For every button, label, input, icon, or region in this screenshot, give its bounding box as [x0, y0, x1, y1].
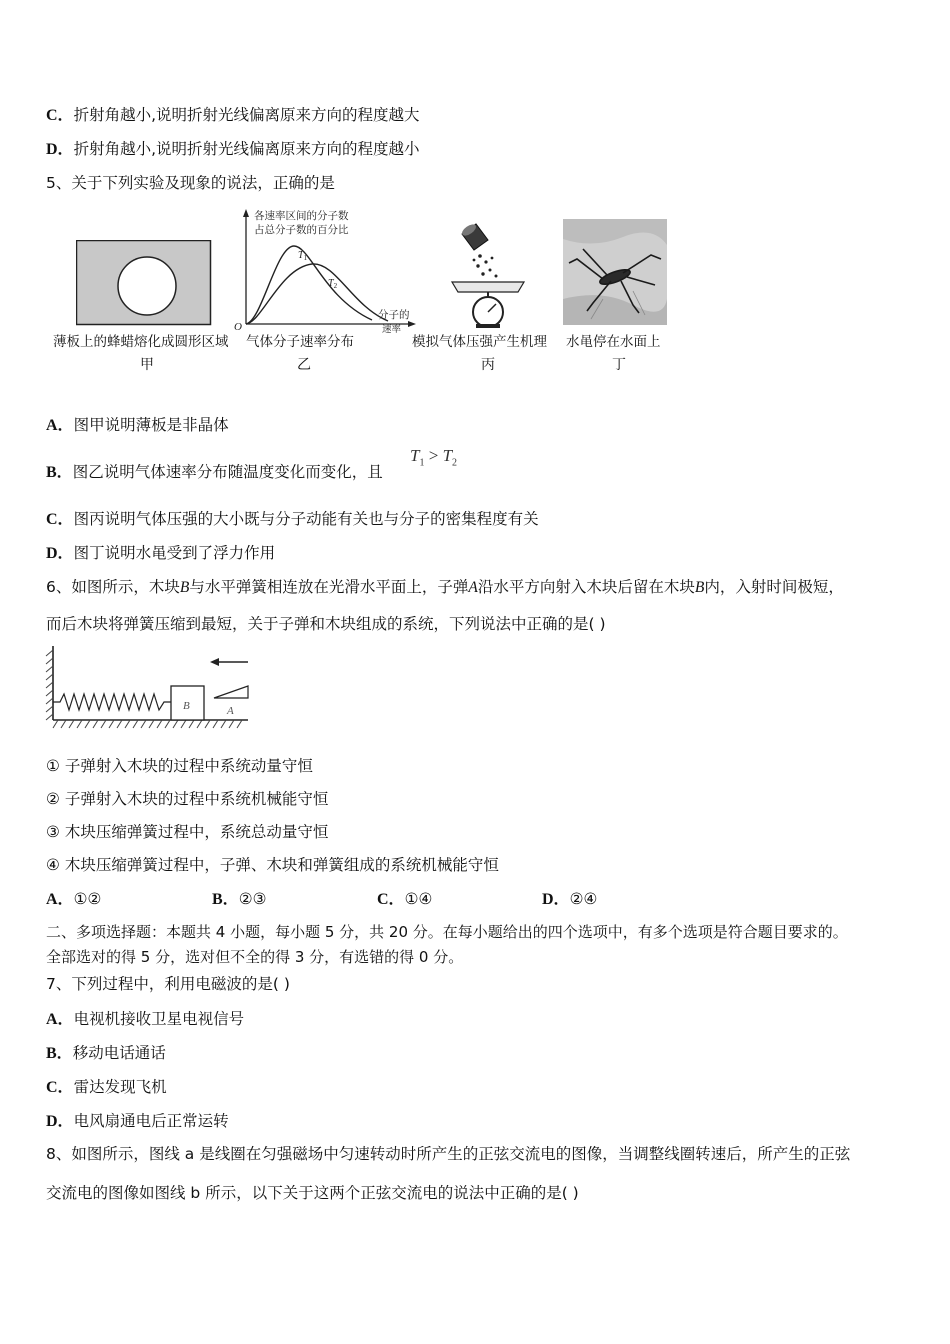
curve-t1 — [246, 246, 372, 324]
x-axis-label-2: 速率 — [382, 324, 402, 335]
q6-option-d: D．②④ — [542, 890, 598, 908]
figure-jia — [76, 240, 212, 326]
figure-jia-caption: 薄板上的蜂蜡熔化成圆形区域 — [53, 334, 229, 350]
origin-label: O — [234, 321, 242, 333]
q6-option-c: C．①④ — [377, 890, 433, 908]
q6-option-b: B．②③ — [212, 890, 267, 908]
figure-bing — [448, 220, 528, 328]
spring — [53, 694, 171, 710]
q8-stem-line1: 8、如图所示，图线 a 是线圈在匀强磁场中匀速转动时所产生的正弦交流电的图像，当调整线圈转速后，所产生的正弦 — [46, 1145, 851, 1163]
figure-ding-photo — [563, 219, 667, 325]
figure-bing-label: 丙 — [481, 357, 495, 373]
q6-stem-line1: 6、如图所示，木块B与水平弹簧相连放在光滑水平面上，子弹A沿水平方向射入木块后留在木块B内，入射时间极短， — [46, 578, 844, 596]
bean-pouring-cup-icon — [460, 222, 488, 250]
q6-statement-1: ① 子弹射入木块的过程中系统动量守恒 — [46, 757, 313, 775]
y-axis-arrow — [243, 209, 249, 217]
ground-hatch — [53, 720, 242, 728]
figure-q6-spring-block — [44, 642, 250, 732]
q7-option-c: C．雷达发现飞机 — [46, 1078, 167, 1096]
q5-option-c: C．图丙说明气体压强的大小既与分子动能有关也与分子的密集程度有关 — [46, 510, 539, 528]
wall-hatch — [46, 650, 53, 720]
curve-t2 — [246, 264, 388, 324]
figure-jia-label: 甲 — [140, 357, 154, 373]
figure-yi-caption: 气体分子速率分布 — [246, 334, 354, 350]
figure-yi-graph — [232, 206, 418, 336]
figure-bing-caption: 模拟气体压强产生机理 — [412, 334, 547, 350]
q6-option-a: A．①② — [46, 890, 102, 908]
q6-statement-3: ③ 木块压缩弹簧过程中，系统总动量守恒 — [46, 823, 329, 841]
figure-ding-label: 丁 — [612, 357, 626, 373]
q6-statement-2: ② 子弹射入木块的过程中系统机械能守恒 — [46, 790, 329, 808]
figure-yi-label: 乙 — [297, 357, 311, 373]
q5-option-d: D．图丁说明水黾受到了浮力作用 — [46, 544, 276, 562]
q6-statement-4: ④ 木块压缩弹簧过程中，子弹、木块和弹簧组成的系统机械能守恒 — [46, 856, 499, 874]
q7-option-a: A．电视机接收卫星电视信号 — [46, 1010, 245, 1028]
x-axis-arrow — [408, 321, 416, 327]
falling-beans — [473, 254, 498, 277]
q7-option-b: B．移动电话通话 — [46, 1044, 166, 1062]
q4-option-d: D．折射角越小,说明折射光线偏离原来方向的程度越小 — [46, 140, 420, 158]
q7-option-d: D．电风扇通电后正常运转 — [46, 1112, 229, 1130]
q6-stem-line2: 而后木块将弹簧压缩到最短，关于子弹和木块组成的系统，下列说法中正确的是( ) — [46, 615, 606, 633]
scale-pan — [452, 282, 524, 292]
section2-heading-line1: 二、多项选择题：本题共 4 小题，每小题 5 分，共 20 分。在每小题给出的四个选项中，有多个选项是符合题目要求的。 — [46, 923, 848, 941]
q8-stem-line2: 交流电的图像如图线 b 所示，以下关于这两个正弦交流电的说法中正确的是( ) — [46, 1184, 579, 1202]
bullet-a — [214, 686, 248, 698]
q4-option-c: C．折射角越小,说明折射光线偏离原来方向的程度越大 — [46, 106, 420, 124]
q5-option-b: B．图乙说明气体速率分布随温度变化而变化，且 — [46, 463, 383, 481]
q5-stem: 5、关于下列实验及现象的说法，正确的是 — [46, 174, 335, 192]
q5-option-a: A．图甲说明薄板是非晶体 — [46, 416, 229, 434]
x-axis-label-1: 分子的 — [378, 309, 410, 321]
velocity-arrow-head — [210, 658, 219, 666]
figure-ding-caption: 水黾停在水面上 — [566, 334, 661, 350]
q5-option-b-formula: $T_1 > T_2$ — [410, 446, 458, 469]
curve-t2-label: $T_2$ — [328, 278, 338, 290]
y-axis-label-2: 占总分子数的百分比 — [254, 224, 349, 236]
block-b-label: B — [183, 700, 190, 712]
melted-wax-circle — [118, 257, 176, 315]
section2-heading-line2: 全部选对的得 5 分，选对但不全的得 3 分，有选错的得 0 分。 — [46, 948, 464, 966]
q7-stem: 7、下列过程中，利用电磁波的是( ) — [46, 975, 290, 993]
bullet-a-label: A — [227, 705, 234, 717]
y-axis-label-1: 各速率区间的分子数 — [254, 210, 349, 222]
curve-t1-label: $T_1$ — [298, 250, 308, 262]
